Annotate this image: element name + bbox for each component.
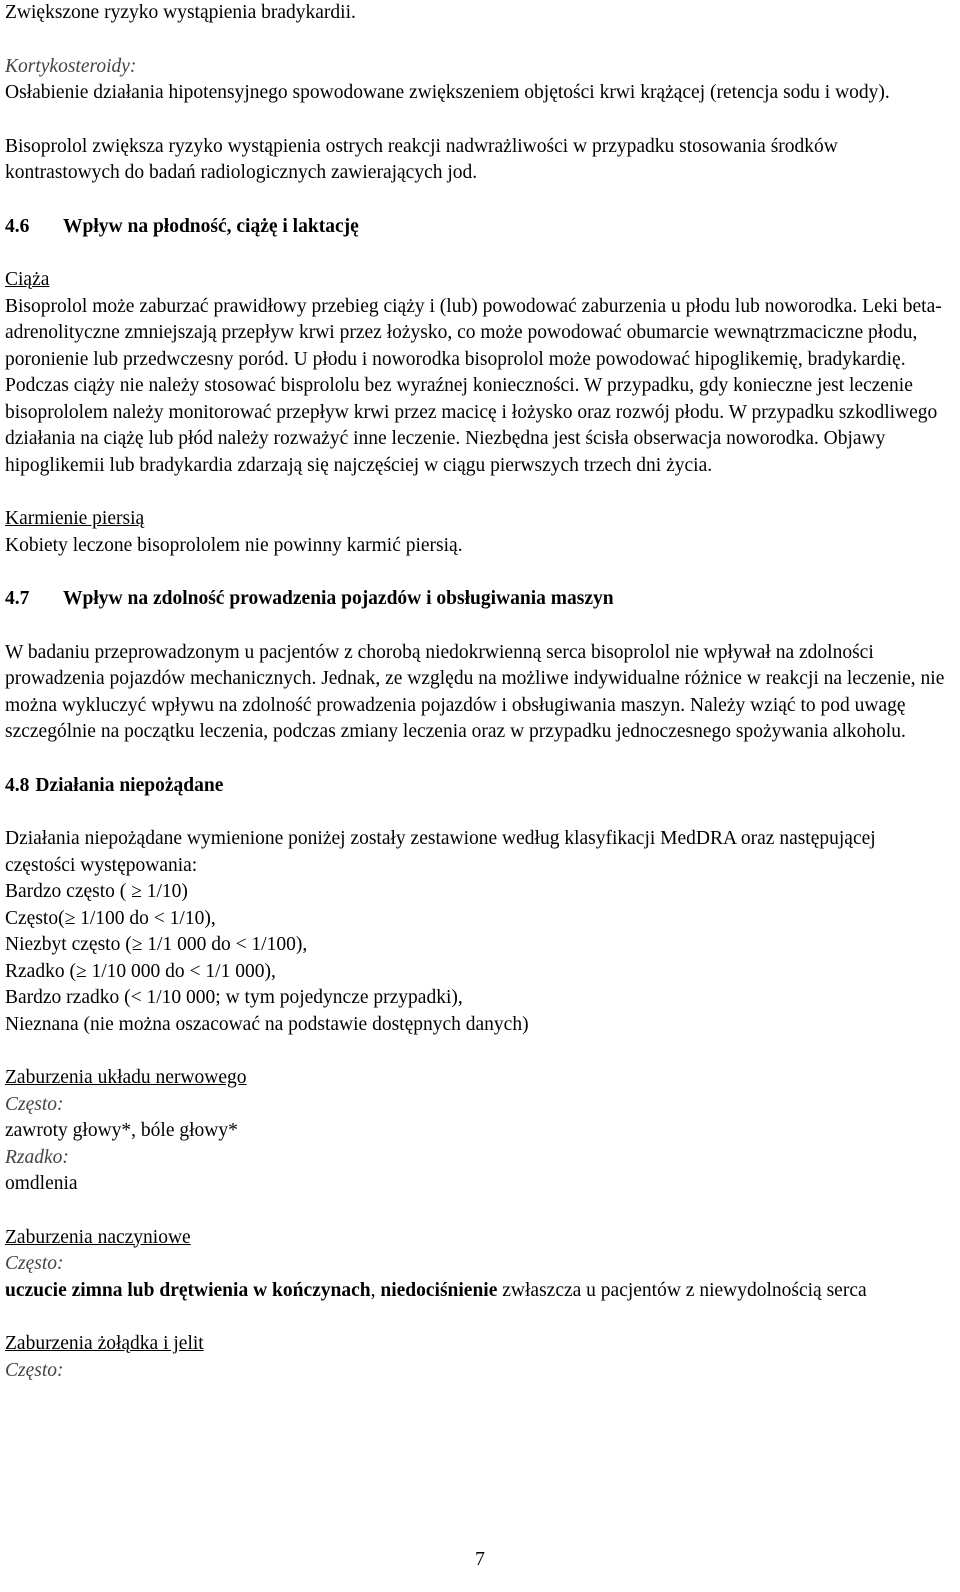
nerwowy-czesto-text: zawroty głowy*, bóle głowy* [5,1120,238,1141]
freq-item: Często(≥ 1/100 do < 1/10), [5,907,216,929]
freq-item: Bardzo często ( ≥ 1/10) [5,881,188,902]
rzadko-label: Rzadko: [5,1146,69,1168]
section-number: 4.7 [5,588,30,609]
czesto-label: Często: [5,1253,64,1274]
document-page [5,0,945,1384]
ciaza-paragraph-2: Podczas ciąży nie należy stosować bisprololu bez wyraźnej konieczności. W przypadku, gdy konieczne jest leczenie bisoprololem należy monitorować przepływ krwi przez macicę i łożysko oraz rozwój płodu. W przypadku szkodliwego działania na ciążę lub płód należy rozważyć inne leczenie. Niezbędna jest ścisła obserwacja noworodka. Objawy hipoglikemii lub bradykardia zdarzają się najczęściej w ciągu pierwszych trzech dni życia. [5,375,938,476]
section-4-8-heading [5,773,945,800]
section-4-6-heading [5,214,945,241]
naczyniowe-text [5,1278,945,1305]
section-number: 4.6 [5,215,30,237]
czesto-label: Często: [5,1093,64,1115]
rest-text: zwłaszcza u pacjentów z niewydolnością serca [497,1279,867,1301]
jod-paragraph: Bisoprolol zwiększa ryzyko wystąpienia ostrych reakcji nadwrażliwości w przypadku stosowania środków kontrastowych do badań radiologicznych zawierających jod. [5,135,838,183]
freq-item: Bardzo rzadko (< 1/10 000; w tym pojedyncze przypadki), [5,987,463,1008]
kortykosteroidy-label: Kortykosteroidy: [5,55,137,77]
zoladek-label: Zaburzenia żołądka i jelit [5,1333,204,1354]
ciaza-paragraph-1: Bisoprolol może zaburzać prawidłowy przebieg ciąży i (lub) powodować zaburzenia u płodu lub noworodka. Leki beta-adrenolityczne zmniejszają przepływ krwi przez łożysko, co może powodować obumarcie wewnątrzmaciczne płodu, poronienie lub przedwczesny poród. U płodu i noworodka bisoprolol może powodować hipoglikemię, bradykardię. [5,295,942,370]
nerwowy-label: Zaburzenia układu nerwowego [5,1067,247,1088]
s47-paragraph: W badaniu przeprowadzonym u pacjentów z chorobą niedokrwienną serca bisoprolol nie wpływał na zdolności prowadzenia pojazdów mechanicznych. Jednak, ze względu na możliwe indywidualne różnice w reakcji na leczenie, nie można wykluczyć wpływu na zdolność prowadzenia pojazdów i obsługiwania maszyn. Należy wziąć to pod uwagę szczególnie na początku leczenia, podczas zmiany leczenia oraz w przypadku jednoczesnego spożywania alkoholu. [5,641,945,742]
section-title: Wpływ na zdolność prowadzenia pojazdów i obsługiwania maszyn [63,588,614,609]
ciaza-label: Ciąża [5,269,50,290]
kortykosteroidy-text: Osłabienie działania hipotensyjnego spowodowane zwiększeniem objętości krwi krążącej (retencja sodu i wody). [5,82,890,103]
bold-phrase: uczucie zimna lub drętwienia w kończynach [5,1279,371,1301]
naczyniowe-label: Zaburzenia naczyniowe [5,1226,191,1248]
intro-bradykardia: Zwiększone ryzyko wystąpienia bradykardii. [5,2,356,23]
separator: , [370,1279,381,1301]
karmienie-label: Karmienie piersią [5,508,145,529]
section-4-7-heading [5,586,945,613]
s48-intro: Działania niepożądane wymienione poniżej zostały zestawione według klasyfikacji MedDRA oraz następującej częstości występowania: [5,828,876,876]
czesto-label: Często: [5,1359,64,1381]
section-title: Wpływ na płodność, ciążę i laktację [63,215,359,237]
section-number: 4.8 [5,774,30,796]
nerwowy-rzadko-text: omdlenia [5,1173,78,1194]
freq-item: Rzadko (≥ 1/10 000 do < 1/1 000), [5,960,276,982]
freq-item: Niezbyt często (≥ 1/1 000 do < 1/100), [5,934,308,955]
freq-item: Nieznana (nie można oszacować na podstawie dostępnych danych) [5,1013,529,1035]
bold-phrase: niedociśnienie [380,1279,498,1301]
section-title: Działania niepożądane [35,774,224,796]
karmienie-text: Kobiety leczone bisoprololem nie powinny karmić piersią. [5,534,463,556]
page-number: 7 [475,1549,485,1570]
